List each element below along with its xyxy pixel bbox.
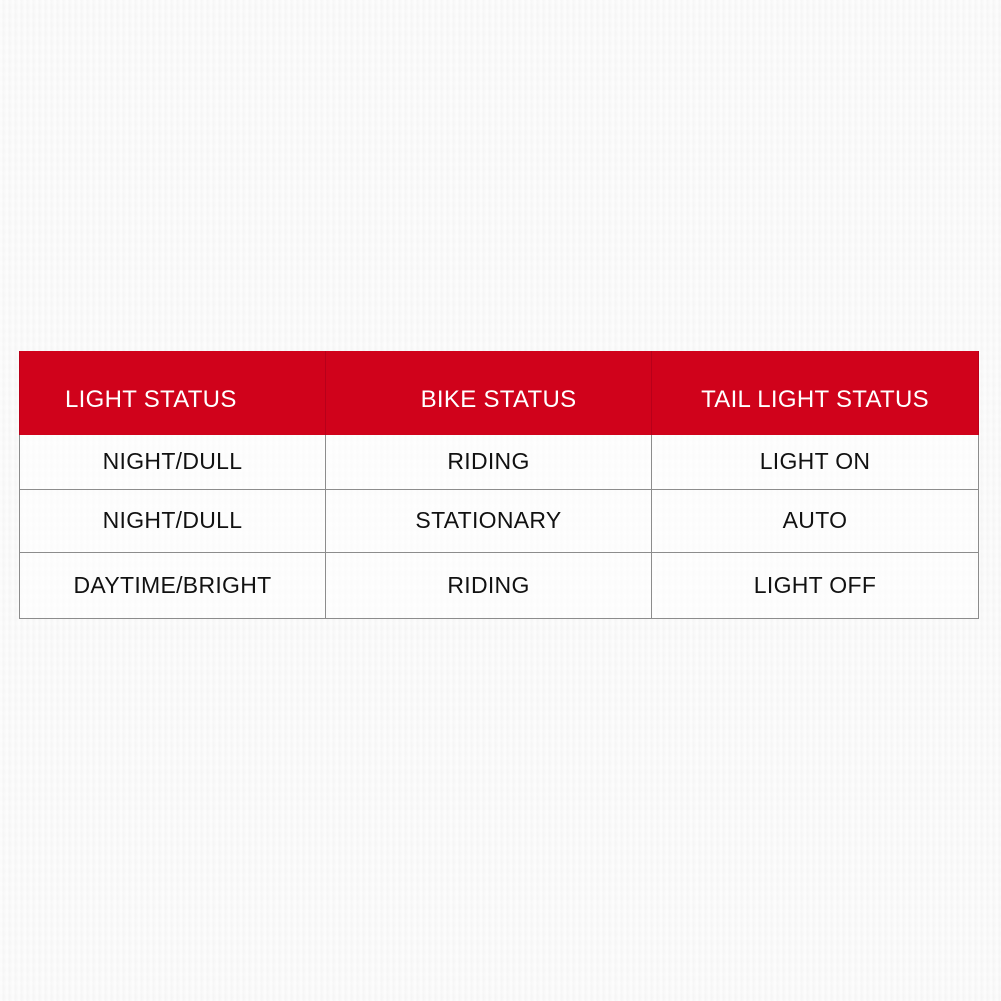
table-header (20, 351, 979, 435)
cell-light-status: NIGHT/DULL (20, 489, 326, 552)
cell-tail-light-status: LIGHT OFF (652, 552, 979, 618)
header-row (20, 351, 979, 435)
cell-tail-light-status: LIGHT ON (652, 435, 979, 489)
table-body (20, 435, 979, 618)
table-row (20, 552, 979, 618)
cell-tail-light-status: AUTO (652, 489, 979, 552)
cell-light-status: NIGHT/DULL (20, 435, 326, 489)
cell-bike-status: RIDING (326, 435, 652, 489)
header-light-status: LIGHT STATUS (20, 351, 326, 435)
table-row (20, 435, 979, 489)
header-bike-status: BIKE STATUS (326, 351, 652, 435)
table-row (20, 489, 979, 552)
light-status-table (19, 351, 978, 619)
cell-bike-status: STATIONARY (326, 489, 652, 552)
status-table (19, 351, 979, 619)
header-tail-light-status: TAIL LIGHT STATUS (652, 351, 979, 435)
cell-bike-status: RIDING (326, 552, 652, 618)
cell-light-status: DAYTIME/BRIGHT (20, 552, 326, 618)
